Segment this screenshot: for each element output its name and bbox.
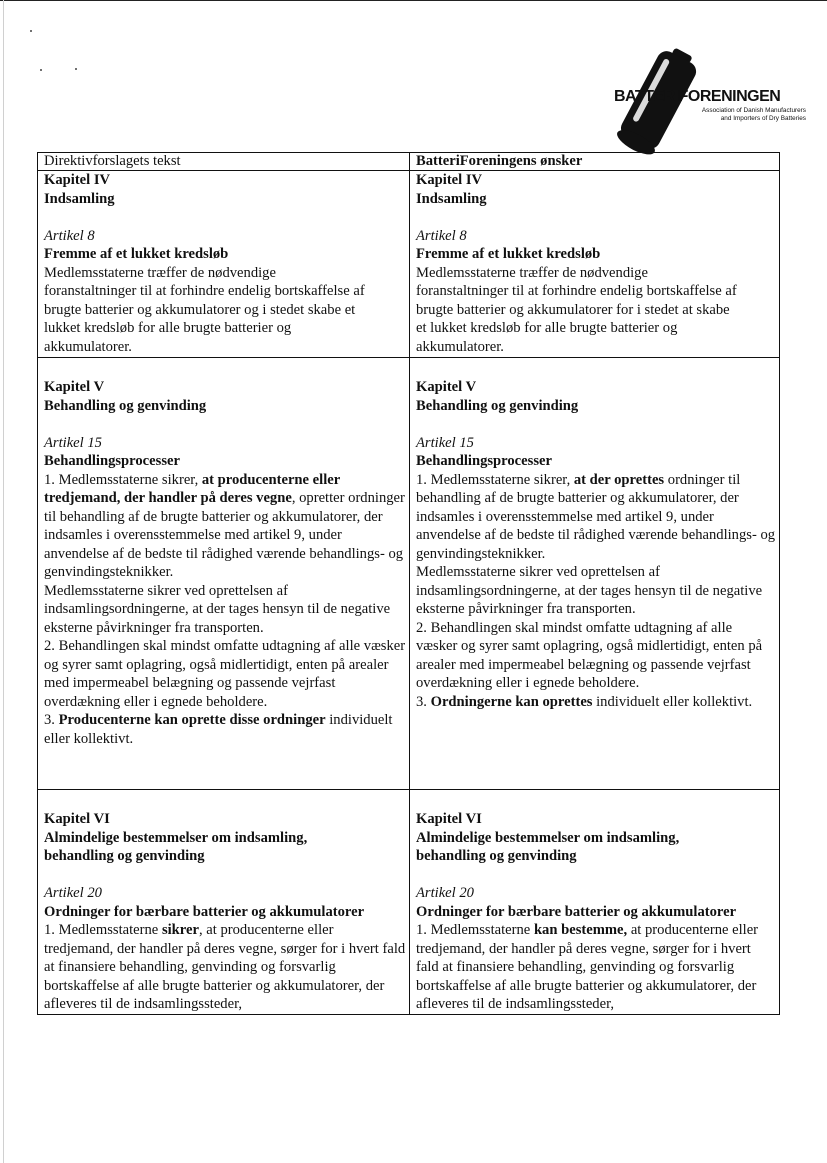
article-title: Fremme af et lukket kredsløb bbox=[44, 246, 229, 262]
paragraph-1: 1. Medlemsstaterne sikrer, at producenterne eller tredjemand, der handler på deres vegne, sørger for i hvert fald at finansiere behandling, genvinding og forsvarlig bortskaffelse af alle brugte batterier og akkumulatorer, der afleveres til de indsamlingssteder, bbox=[44, 922, 406, 1012]
table-row bbox=[38, 358, 780, 790]
paragraph-3: 2. Behandlingen skal mindst omfatte udtagning af alle væsker og syrer samt oplagring, også midlertidigt, enten på arealer med impermeabel belægning og passende vejrfast overdækning eller i egnede beholdere. bbox=[416, 619, 763, 691]
article-number: Artikel 15 bbox=[416, 434, 474, 451]
table-row bbox=[38, 171, 780, 358]
chapter-title: behandling og genvinding bbox=[44, 848, 205, 864]
article-number: Artikel 8 bbox=[416, 227, 467, 244]
chapter-heading: Kapitel V bbox=[44, 379, 105, 395]
chapter-heading: Kapitel V bbox=[416, 379, 477, 395]
cell-association-wishes bbox=[410, 358, 780, 790]
chapter-title: Behandling og genvinding bbox=[416, 397, 579, 414]
table-row bbox=[38, 790, 780, 1015]
chapter-title: Indsamling bbox=[44, 190, 115, 207]
paragraph-1: 1. Medlemsstaterne kan bestemme, at producenterne eller tredjemand, der handler på deres vegne, sørger for i hvert fald at finansiere behandling, genvinding og forsvarlig bortskaffelse af alle brugte batterier og akkumulatorer, der afleveres til de indsamlingssteder, bbox=[416, 922, 759, 1012]
chapter-heading: Kapitel VI bbox=[44, 811, 110, 827]
chapter-heading: Kapitel IV bbox=[416, 172, 483, 188]
cell-directive-text: Kapitel IV Indsamling Artikel 8 Fremme af et lukket kredsløb Medlemsstaterne træffer de nødvendige foranstaltninger til at forhindre endelig bortskaffelse af brugte batterier og akkumulatorer og i stedet skabe et lukket kredsløb for alle brugte batterier og akkumulatorer. bbox=[38, 171, 410, 358]
cell-association-wishes: Kapitel IV Indsamling Artikel 8 Fremme af et lukket kredsløb Medlemsstaterne træffer de nødvendige foranstaltninger til at forhindre endelig bortskaffelse af brugte batterier og akkumulatorer for i stedet at skabe et lukket kredsløb for alle brugte batterier og akkumulatorer. bbox=[410, 171, 780, 358]
article-number: Artikel 20 bbox=[416, 885, 474, 901]
article-title: Behandlingsprocesser bbox=[44, 453, 180, 469]
paragraph-2: Medlemsstaterne sikrer ved oprettelsen af indsamlingsordningerne, at der tages hensyn til de negative eksterne påvirkninger fra transporten. bbox=[416, 564, 763, 617]
paragraph-2: Medlemsstaterne sikrer ved oprettelsen af indsamlingsordningerne, at der tages hensyn til de negative eksterne påvirkninger fra transporten. bbox=[44, 582, 391, 636]
logo-subtitle: Association of Danish Manufacturers and Importers of Dry Batteries bbox=[701, 107, 806, 122]
chapter-title: Behandling og genvinding bbox=[44, 397, 207, 414]
chapter-title: Almindelige bestemmelser om indsamling, bbox=[416, 829, 680, 846]
chapter-title: behandling og genvinding bbox=[416, 848, 577, 864]
header-right: BatteriForeningens ønsker bbox=[410, 153, 780, 171]
comparison-table bbox=[37, 152, 780, 1015]
logo-name: BATTERIFORENINGEN bbox=[614, 88, 781, 105]
article-number: Artikel 15 bbox=[44, 434, 102, 451]
article-title: Ordninger for bærbare batterier og akkumulatorer bbox=[44, 903, 365, 920]
article-number: Artikel 20 bbox=[44, 885, 102, 901]
scan-speck bbox=[75, 68, 77, 70]
article-title: Fremme af et lukket kredsløb bbox=[416, 246, 601, 262]
paragraph-1: 1. Medlemsstaterne sikrer, at producenterne eller tredjemand, der handler på deres vegne, opretter ordninger til behandling af de brugte batterier og akkumulatorer, der indsamles i overensstemmelse med artikel 9, under anvendelse af de bedste til rådighed værende behandlings- og genvindingsteknikker. bbox=[44, 471, 405, 580]
paragraph-3: 2. Behandlingen skal mindst omfatte udtagning af alle væsker og syrer samt oplagring, også midlertidigt, enten på arealer med impermeabel belægning og passende vejrfast overdækning eller i egnede beholdere. bbox=[44, 638, 406, 710]
chapter-heading: Kapitel VI bbox=[416, 811, 482, 827]
article-title: Ordninger for bærbare batterier og akkumulatorer bbox=[416, 903, 737, 920]
header-left: Direktivforslagets tekst bbox=[38, 153, 410, 171]
cell-directive-text bbox=[38, 790, 410, 1015]
scan-speck bbox=[40, 69, 42, 71]
scan-edge-top bbox=[0, 0, 827, 1]
paragraph-4: 3. Ordningerne kan oprettes individuelt eller kollektivt. bbox=[416, 693, 753, 710]
table-header-row bbox=[38, 153, 780, 171]
scan-speck bbox=[30, 30, 32, 32]
paragraph-1: 1. Medlemsstaterne sikrer, at der oprettes ordninger til behandling af de brugte batterier og akkumulatorer, der indsamles i overensstemmelse med artikel 9, under anvendelse af de bedste til rådighed værende behandlings- og genvindingsteknikker. bbox=[416, 471, 776, 562]
cell-directive-text bbox=[38, 358, 410, 790]
chapter-title: Almindelige bestemmelser om indsamling, bbox=[44, 829, 308, 846]
chapter-title: Indsamling bbox=[416, 190, 487, 207]
scan-edge-left bbox=[3, 0, 4, 1163]
paragraph-4: 3. Producenterne kan oprette disse ordninger individuelt eller kollektivt. bbox=[44, 712, 393, 747]
chapter-heading: Kapitel IV bbox=[44, 172, 111, 188]
article-title: Behandlingsprocesser bbox=[416, 453, 552, 469]
article-number: Artikel 8 bbox=[44, 227, 95, 244]
cell-association-wishes bbox=[410, 790, 780, 1015]
